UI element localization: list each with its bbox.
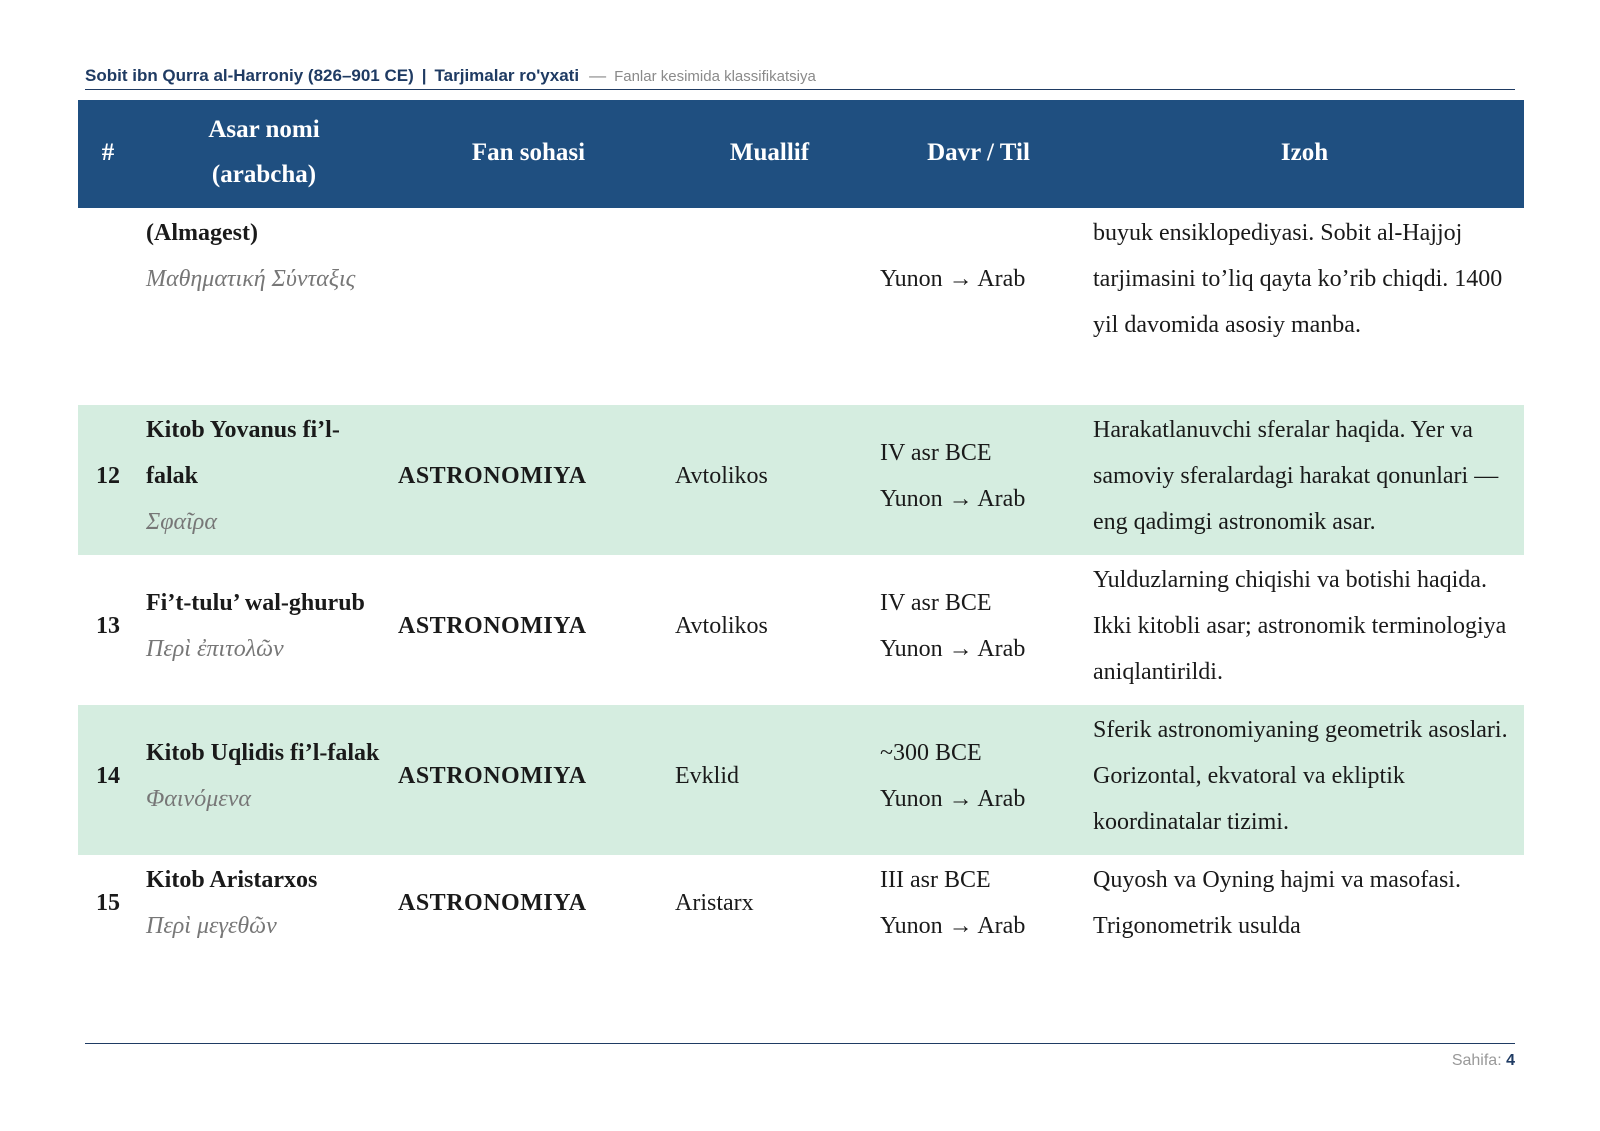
work-title: (Almagest)	[146, 220, 258, 246]
column-header-title	[138, 100, 390, 208]
table-row	[78, 705, 1524, 855]
column-header-field: Fan sohasi	[390, 100, 667, 208]
row-number	[78, 208, 138, 405]
language-direction: Yunon → Arab	[880, 486, 1026, 512]
document-title: Sobit ibn Qurra al-Harroniy (826–901 CE)	[85, 66, 414, 85]
greek-title: Περὶ ἐπιτολῶν	[146, 636, 284, 662]
note-cell: buyuk ensiklopediyasi. Sobit al-Hajjoj tarjimasini to’liq qayta ko’rib chiqdi. 1400 yil davomida asosiy manba.	[1093, 220, 1503, 338]
section-subtitle: Fanlar kesimida klassifikatsiya	[614, 68, 816, 85]
table-row	[78, 405, 1524, 555]
field-cell: ASTRONOMIYA	[398, 890, 587, 916]
table-row	[78, 208, 1524, 405]
work-title-cell	[138, 855, 390, 959]
table-row	[78, 855, 1524, 959]
work-title: Kitob Yovanus fi’l-falak	[146, 417, 340, 489]
language-direction: Yunon → Arab	[880, 913, 1026, 939]
work-title-cell	[138, 208, 390, 405]
period-cell	[872, 555, 1085, 705]
note-cell: Harakatlanuvchi sferalar haqida. Yer va samoviy sferalardagi harakat qonunlari — eng qadimgi astronomik asar.	[1085, 405, 1524, 555]
language-direction: Yunon → Arab	[880, 636, 1026, 662]
work-title-cell	[138, 555, 390, 705]
column-header-number: #	[78, 100, 138, 208]
header-separator: |	[421, 66, 427, 85]
period-cell	[872, 705, 1085, 855]
greek-title: Μαθηματική Σύνταξις	[146, 266, 356, 292]
work-title: Kitob Uqlidis fi’l-falak	[146, 740, 380, 766]
greek-title: Σφαῖρα	[146, 509, 217, 535]
translations-table	[78, 100, 1524, 959]
language-direction: Yunon → Arab	[880, 786, 1026, 812]
table-header-row	[78, 100, 1524, 208]
period: III asr BCE	[880, 867, 991, 893]
column-header-note: Izoh	[1085, 100, 1524, 208]
field-cell: ASTRONOMIYA	[390, 705, 667, 855]
column-header-title-line2: (arabcha)	[211, 161, 317, 188]
row-number: 13	[96, 613, 120, 639]
greek-title: Περὶ μεγεθῶν	[146, 913, 277, 939]
period-cell	[872, 208, 1085, 405]
period-cell	[872, 855, 1085, 959]
column-header-period: Davr / Til	[872, 100, 1085, 208]
greek-title: Φαινόμενα	[146, 786, 251, 812]
author-cell: Avtolikos	[667, 405, 872, 555]
column-header-author: Muallif	[667, 100, 872, 208]
language-direction: Yunon → Arab	[880, 266, 1026, 292]
row-number: 12	[78, 405, 138, 555]
period: ~300 BCE	[880, 740, 982, 766]
page-header	[85, 66, 1515, 90]
page-number: 4	[1506, 1052, 1515, 1069]
period: IV asr BCE	[880, 440, 992, 466]
work-title: Fi’t-tulu’ wal-ghurub	[146, 590, 365, 616]
table-row	[78, 555, 1524, 705]
page-label: Sahifa:	[1451, 1052, 1502, 1069]
note-cell: Sferik astronomiyaning geometrik asoslari. Gorizontal, ekvatoral va ekliptik koordinatalar tizimi.	[1085, 705, 1524, 855]
header-dash: —	[589, 66, 607, 85]
row-number: 14	[78, 705, 138, 855]
work-title: Kitob Aristarxos	[146, 867, 318, 893]
work-title-cell	[138, 405, 390, 555]
author-cell: Evklid	[667, 705, 872, 855]
work-title-cell	[138, 705, 390, 855]
field-cell	[390, 208, 667, 405]
note-cell: Quyosh va Oyning hajmi va masofasi. Trigonometrik usulda	[1093, 867, 1461, 939]
period-cell	[872, 405, 1085, 555]
field-cell: ASTRONOMIYA	[398, 613, 587, 639]
column-header-title-line1: Asar nomi	[208, 116, 320, 143]
row-number: 15	[96, 890, 120, 916]
section-title: Tarjimalar ro'yxati	[434, 66, 580, 85]
author-cell	[667, 208, 872, 405]
author-cell: Avtolikos	[675, 613, 768, 639]
author-cell: Aristarx	[675, 890, 754, 916]
page-footer	[85, 1043, 1515, 1070]
period: IV asr BCE	[880, 590, 992, 616]
field-cell: ASTRONOMIYA	[390, 405, 667, 555]
note-cell: Yulduzlarning chiqishi va botishi haqida. Ikki kitobli asar; astronomik terminologiya aniqlantirildi.	[1093, 567, 1507, 685]
